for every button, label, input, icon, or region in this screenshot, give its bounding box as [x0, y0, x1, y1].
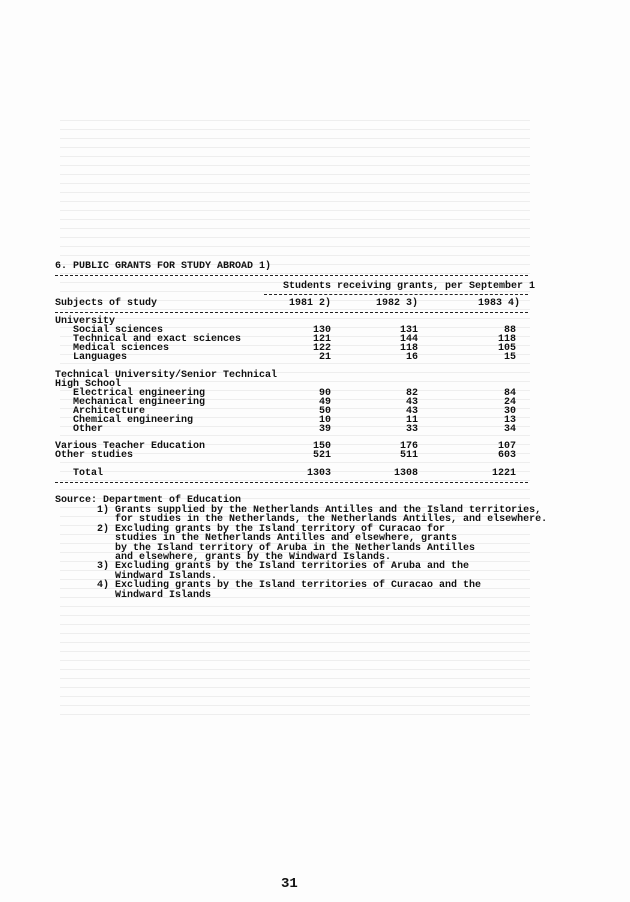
divider: [55, 482, 528, 483]
cell-value: 49: [318, 397, 331, 408]
cell-value: 33: [405, 424, 418, 435]
row-label: Languages: [73, 352, 128, 363]
cell-value: 511: [399, 450, 418, 461]
cell-value: 107: [497, 441, 516, 452]
footnote-line: 4) Excluding grants by the Island territories of Curacao and the: [97, 580, 482, 592]
cell-value: 21: [318, 352, 331, 363]
row-label: Total: [73, 468, 104, 479]
row-label: University: [55, 316, 116, 327]
footnote-line: for studies in the Netherlands, the Netherlands Antilles, and elsewhere.: [97, 514, 548, 526]
divider: [55, 312, 528, 313]
cell-value: 118: [497, 334, 516, 345]
cell-value: 118: [399, 343, 418, 354]
cell-value: 13: [503, 415, 516, 426]
cell-value: 84: [503, 388, 516, 399]
row-label: Other studies: [55, 450, 134, 461]
footnote-line: and elsewhere, grants by the Windward Islands.: [97, 552, 392, 563]
cell-value: 1308: [393, 468, 418, 479]
cell-value: 11: [405, 415, 418, 426]
footnote-line: Windward Islands.: [97, 570, 218, 582]
row-label: Mechanical engineering: [73, 397, 206, 408]
cell-value: 39: [318, 424, 331, 435]
footnote-line: studies in the Netherlands Antilles and elsewhere, grants: [97, 533, 458, 545]
cell-value: 43: [405, 406, 418, 417]
cell-value: 131: [399, 325, 418, 336]
cell-value: 150: [312, 441, 331, 452]
row-label: Technical University/Senior Technical: [55, 370, 278, 381]
column-group-header: Students receiving grants, per September 1: [283, 281, 536, 292]
cell-value: 176: [399, 441, 418, 452]
row-label: Technical and exact sciences: [73, 334, 242, 345]
row-header: Subjects of study: [55, 298, 158, 309]
row-label: Medical sciences: [73, 343, 170, 354]
cell-value: 521: [312, 450, 331, 461]
cell-value: 16: [405, 352, 418, 363]
row-label: Social sciences: [73, 325, 164, 336]
source-note: Source: Department of Education: [55, 495, 242, 506]
cell-value: 50: [318, 406, 331, 417]
footnote-line: 3) Excluding grants by the Island territories of Aruba and the: [97, 561, 470, 573]
page-number: 31: [281, 876, 298, 892]
footnote-line: by the Island territory of Aruba in the Netherlands Antilles: [97, 542, 476, 554]
footnote-line: Windward Islands: [97, 589, 212, 601]
row-label: Various Teacher Education: [55, 441, 206, 452]
cell-value: 105: [497, 343, 516, 354]
cell-value: 121: [312, 334, 331, 345]
cell-value: 144: [399, 334, 418, 345]
row-label: Electrical engineering: [73, 388, 206, 399]
cell-value: 603: [497, 450, 516, 461]
cell-value: 15: [503, 352, 516, 363]
divider: [55, 275, 528, 276]
cell-value: 24: [503, 397, 516, 408]
year-header: 1983 4): [477, 298, 520, 309]
table-title: 6. PUBLIC GRANTS FOR STUDY ABROAD 1): [55, 261, 272, 272]
cell-value: 43: [405, 397, 418, 408]
year-header: 1982 3): [375, 298, 418, 309]
cell-value: 130: [312, 325, 331, 336]
row-label: Other: [73, 424, 104, 435]
year-header: 1981 2): [288, 298, 331, 309]
cell-value: 82: [405, 388, 418, 399]
row-label: Architecture: [73, 406, 146, 417]
cell-value: 1221: [491, 468, 516, 479]
row-label: Chemical engineering: [73, 415, 194, 426]
footnote-line: 2) Excluding grants by the Island territory of Curacao for: [97, 523, 446, 535]
cell-value: 10: [318, 415, 331, 426]
cell-value: 88: [503, 325, 516, 336]
divider: [264, 294, 528, 295]
cell-value: 122: [312, 343, 331, 354]
cell-value: 90: [318, 388, 331, 399]
footnote-line: 1) Grants supplied by the Netherlands Antilles and the Island territories,: [97, 505, 542, 516]
cell-value: 1303: [306, 468, 331, 479]
cell-value: 34: [503, 424, 516, 435]
cell-value: 30: [503, 406, 516, 417]
row-label: High School: [55, 379, 122, 390]
